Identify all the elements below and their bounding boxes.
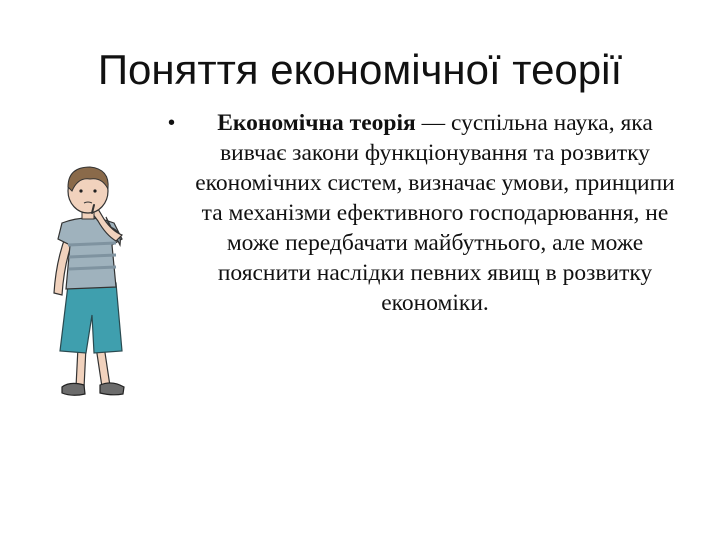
thinking-boy-illustration xyxy=(32,165,142,400)
definition-body: — суспільна наука, яка вивчає закони функціонування та розвитку економічних систем, визначає умови, принципи та механізми ефективного господарювання, не може передбачати майбутнього, але може пояснити наслідки певних явищ в розвитку економіки. xyxy=(195,110,675,316)
bullet-marker: • xyxy=(168,112,176,134)
definition-bullet xyxy=(168,108,678,318)
slide-title: Поняття економічної теорії xyxy=(97,46,623,93)
definition-text xyxy=(168,108,678,318)
definition-term: Економічна теорія xyxy=(217,110,416,136)
